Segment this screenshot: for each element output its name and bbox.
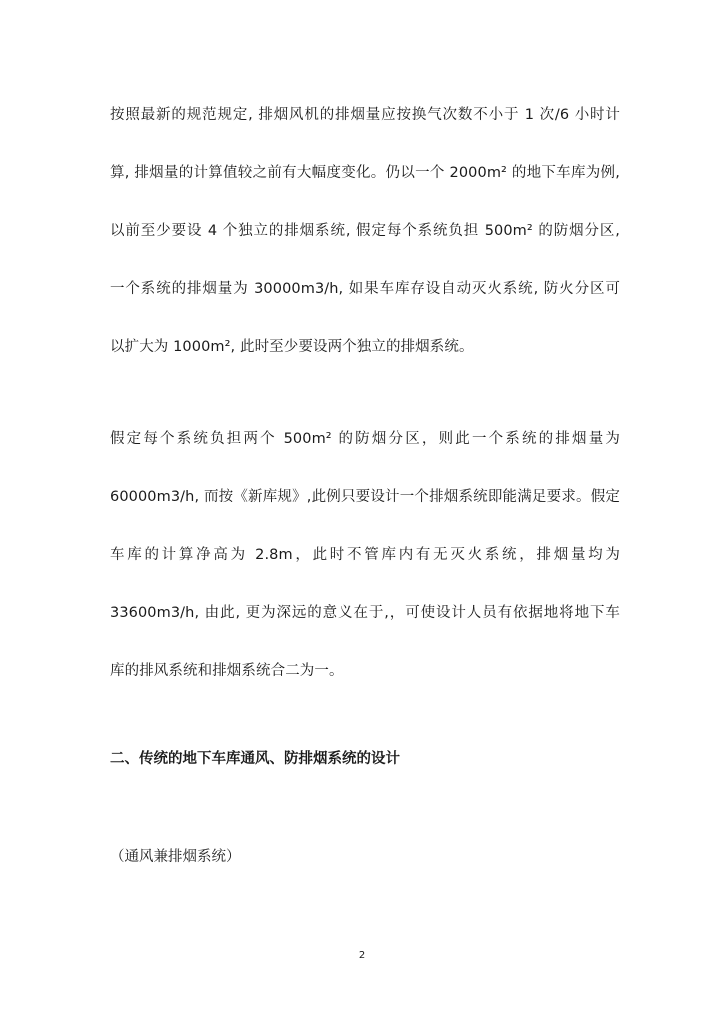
section-subheading: （通风兼排烟系统）	[110, 849, 241, 865]
paragraph-line: 以扩大为 1000m², 此时至少要设两个独立的排烟系统。	[110, 339, 474, 355]
section-heading: 二、传统的地下车库通风、防排烟系统的设计	[110, 751, 400, 767]
paragraph-line: 33600m3/h, 由此, 更为深远的意义在于,，可使设计人员有依据地将地下车	[110, 605, 620, 621]
paragraph-line: 库的排风系统和排烟系统合二为一。	[110, 663, 344, 679]
paragraph-line: 以前至少要设 4 个独立的排烟系统, 假定每个系统负担 500m² 的防烟分区,	[110, 223, 620, 239]
paragraph-line: 车库的计算净高为 2.8m，此时不管库内有无灭火系统，排烟量均为	[110, 547, 620, 563]
paragraph-line: 算, 排烟量的计算值较之前有大幅度变化。仍以一个 2000m² 的地下车库为例,	[110, 165, 620, 181]
paragraph-line: 一个系统的排烟量为 30000m3/h, 如果车库存设自动灭火系统, 防火分区可	[110, 281, 620, 297]
paragraph-line: 假定每个系统负担两个 500m² 的防烟分区，则此一个系统的排烟量为	[110, 431, 620, 447]
paragraph-line: 按照最新的规范规定, 排烟风机的排烟量应按换气次数不小于 1 次/6 小时计	[110, 107, 620, 123]
page-number: 2	[358, 950, 366, 961]
paragraph-line: 60000m3/h, 而按《新库规》,此例只要设计一个排烟系统即能满足要求。假定	[110, 489, 620, 505]
